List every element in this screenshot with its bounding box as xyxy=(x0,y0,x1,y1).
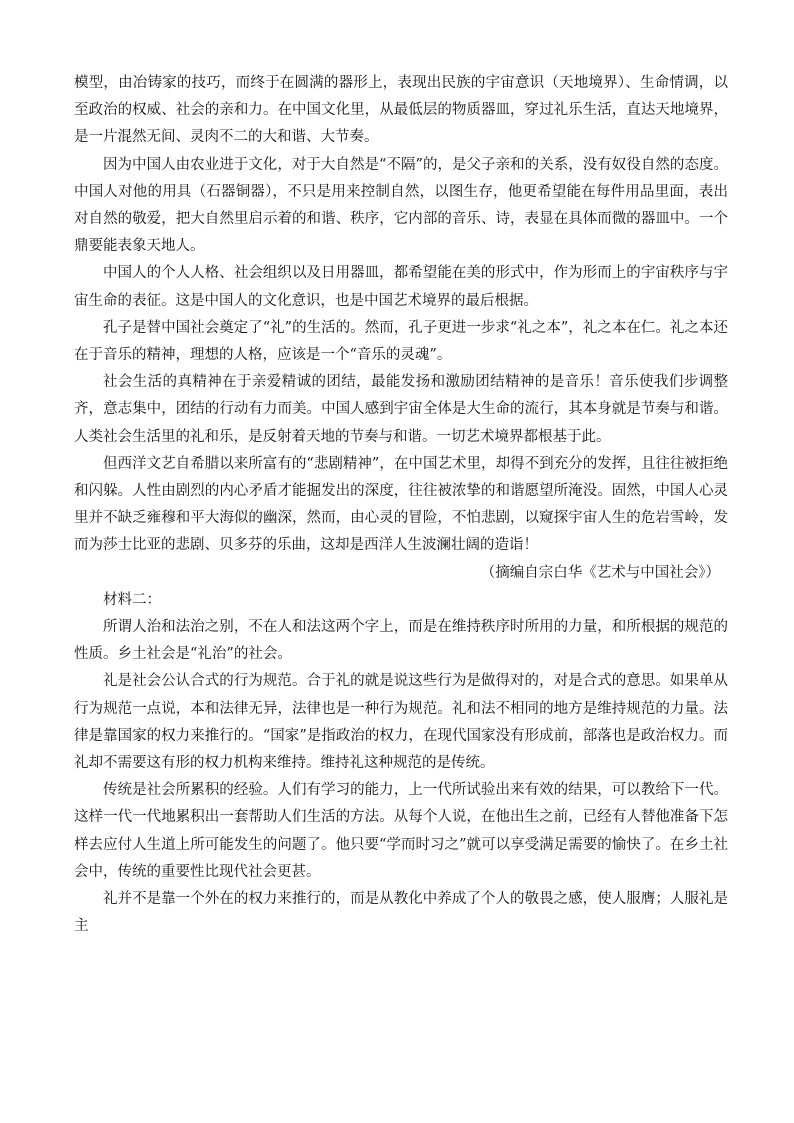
paragraph: 传统是社会所累积的经验。人们有学习的能力，上一代所试验出来有效的结果，可以教给下一代。这样一代一代地累积出一套帮助人们生活的方法。从每个人说，在他出生之前，已经有人替他准备下怎样去应付人生道上所可能发生的问题了。他只要“学而时习之”就可以享受满足需要的愉快了。在乡土社会中，传统的重要性比现代社会更甚。 xyxy=(74,782,728,880)
paragraph: 社会生活的真精神在于亲爱精诚的团结，最能发扬和激励团结精神的是音乐！音乐使我们步调整齐，意志集中，团结的行动有力而美。中国人感到宇宙全体是大生命的流行，其本身就是节奏与和谐。人类社会生活里的礼和乐，是反射着天地的节奏与和谐。一切艺术境界都根基于此。 xyxy=(74,374,728,445)
paragraph: 礼是社会公认合式的行为规范。合于礼的就是说这些行为是做得对的，对是合式的意思。如果单从行为规范一点说，本和法律无异，法律也是一种行为规范。礼和法不相同的地方是维持规范的力量。法律是靠国家的权力来推行的。“国家”是指政治的权力，在现代国家没有形成前，部落也是政治权力。而礼却不需要这有形的权力机构来维持。维持礼这种规范的是传统。 xyxy=(74,673,728,772)
source-citation: （摘编自宗白华《艺术与中国社会》） xyxy=(480,564,720,581)
section-heading: 材料二： xyxy=(103,591,161,608)
paragraph: 礼并不是靠一个外在的权力来推行的，而是从教化中养成了个人的敬畏之感，使人服膺；人服礼是主 xyxy=(74,891,728,935)
paragraph: 因为中国人由农业进于文化，对于大自然是“不隔”的，是父子亲和的关系，没有奴役自然的态度。中国人对他的用具（石器铜器），不只是用来控制自然，以图生存，他更希望能在每件用品里面，表出对自然的敬爱，把大自然里启示着的和谐、秩序，它内部的音乐、诗，表显在具体而微的器皿中。一个鼎要能表象天地人。 xyxy=(74,156,728,255)
paragraph: 所谓人治和法治之别，不在人和法这两个字上，而是在维持秩序时所用的力量，和所根据的规范的性质。乡土社会是“礼治”的社会。 xyxy=(74,619,728,663)
paragraph-continued: 模型，由冶铸家的技巧，而终于在圆满的器形上，表现出民族的宇宙意识（天地境界）、生命情调，以至政治的权威、社会的亲和力。在中国文化里，从最低层的物质器皿，穿过礼乐生活，直达天地境界，是一片混然无间、灵肉不二的大和谐、大节奏。 xyxy=(74,75,728,146)
paragraph: 中国人的个人人格、社会组织以及日用器皿，都希望能在美的形式中，作为形而上的宇宙秩序与宇宙生命的表征。这是中国人的文化意识，也是中国艺术境界的最后根据。 xyxy=(74,265,728,309)
paragraph: 但西洋文艺自希腊以来所富有的“悲剧精神”，在中国艺术里，却得不到充分的发挥，且往往被拒绝和闪躲。人性由剧烈的内心矛盾才能掘发出的深度，往往被浓挚的和谐愿望所淹没。固然，中国人心灵里并不缺乏雍穆和平大海似的幽深，然而，由心灵的冒险，不怕悲剧，以窥探宇宙人生的危岩雪岭，发而为莎士比亚的悲剧、贝多芬的乐曲，这却是西洋人生波澜壮阔的造诣！ xyxy=(74,455,728,554)
paragraph: 孔子是替中国社会奠定了“礼”的生活的。然而，孔子更进一步求“礼之本”，礼之本在仁。礼之本还在于音乐的精神，理想的人格，应该是一个“音乐的灵魂”。 xyxy=(74,319,728,364)
document-page xyxy=(74,70,728,941)
